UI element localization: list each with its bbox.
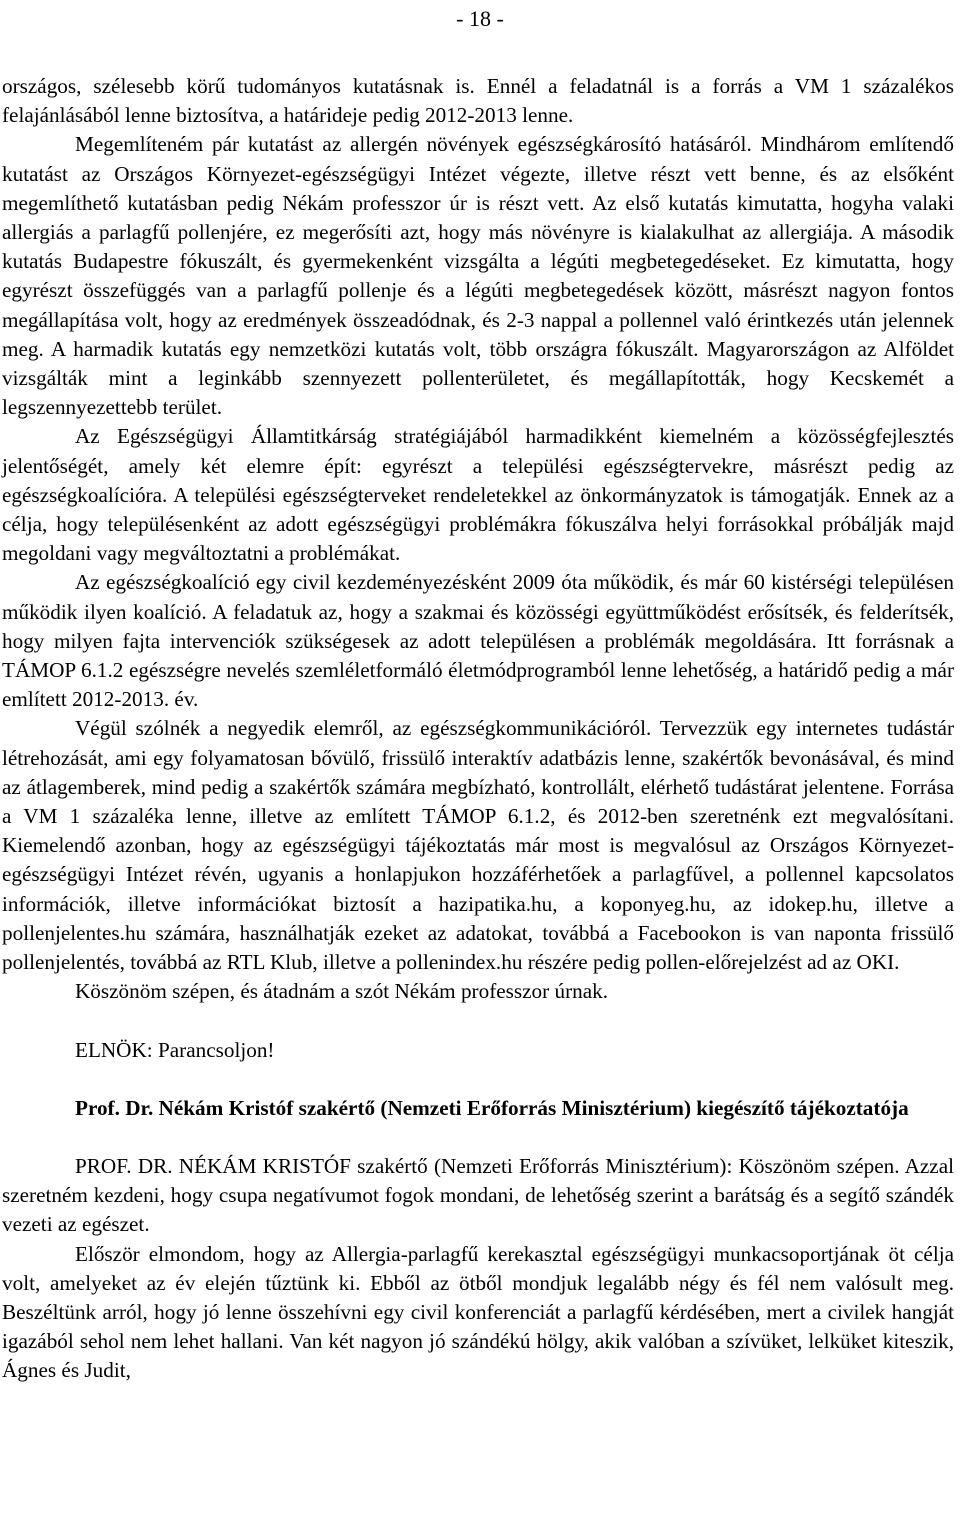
paragraph: Végül szólnék a negyedik elemről, az egészségkommunikációról. Tervezzük egy internetes tudástár létrehozását, ami egy folyamatosan bővülő, frissülő interaktív adatbázis lenne, szakértők bevonásával, és mind az átlagemberek, mind pedig a szakértők számára megbízható, kontrollált, elérhető tudástárat jelentene. Forrása a VM 1 százaléka lenne, illetve az említett TÁMOP 6.1.2, és 2012-ben szeretnénk ezt megvalósítani. Kiemelendő azonban, hogy az egészségügyi tájékoztatás már most is megvalósul az Országos Környezet-egészségügyi Intézet révén, ugyanis a honlapjukon hozzáférhetőek a parlagfűvel, a pollennel kapcsolatos információk, illetve információkat biztosít a hazipatika.hu, a koponyeg.hu, az idokep.hu, illetve a pollenjelentes.hu számára, használhatják ezeket az adatokat, továbbá a Facebookon is van naponta frissülő pollenjelentés, továbbá az RTL Klub, illetve a pollenindex.hu részére pedig pollen-előrejelzést ad az OKI. bbox=[2, 716, 954, 975]
paragraph: Először elmondom, hogy az Allergia-parlagfű kerekasztal egészségügyi munkacsoportjának öt célja volt, amelyeket az év elején tűztünk ki. Ebből az ötből mondjuk legalább négy és fél nem valósult meg. Beszéltünk arról, hogy jó lenne összehívni egy civil konferenciát a parlagfű kérdésében, mert a civilek hangját igazából sehol nem lehet hallani. Van két nagyon jó szándékú hölgy, akik valóban a szívüket, lelküket kiteszik, Ágnes és Judit, bbox=[2, 1241, 954, 1383]
paragraph: Az Egészségügyi Államtitkárság stratégiájából harmadikként kiemelném a közösségfejlesztés jelentőségét, amely két elemre épít: egyrészt a települési egészségtervekre, másrészt pedig az egészségkoalícióra. A települési egészségterveket rendeletekkel az önkormányzatok is támogatják. Ennek az a célja, hogy településenként az adott egészségügyi problémákra fókuszálva helyi forrásokkal próbálják majd megoldani vagy megváltoztatni a problémákat. bbox=[2, 424, 954, 566]
section-heading: Prof. Dr. Nékám Kristóf szakértő (Nemzeti Erőforrás Minisztérium) kiegészítő tájékoztatója bbox=[75, 1095, 909, 1120]
paragraph: Az egészségkoalíció egy civil kezdeményezésként 2009 óta működik, és már 60 kistérségi településen működik ilyen koalíció. A feladatuk az, hogy a szakmai és közösségi együttműködést erősítsék, és felderítsék, hogy milyen fajta intervenciók szükségesek az adott településen a problémák megoldására. Itt forrásnak a TÁMOP 6.1.2 egészségre nevelés szemléletformáló életmódprogramból lenne lehetőség, a határidő pedig a már említett 2012-2013. év. bbox=[2, 570, 954, 712]
paragraph: PROF. DR. NÉKÁM KRISTÓF szakértő (Nemzeti Erőforrás Minisztérium): Köszönöm szépen. Azzal szeretném kezdeni, hogy csupa negatívumot fogok mondani, de lehetőség szerint a barátság és a segítő szándék vezeti az egészet. bbox=[2, 1153, 954, 1237]
paragraph: Köszönöm szépen, és átadnám a szót Nékám professzor úrnak. bbox=[75, 979, 609, 1004]
page-number: - 18 - bbox=[456, 6, 504, 31]
paragraph: Megemlíteném pár kutatást az allergén növények egészségkárosító hatásáról. Mindhárom említendő kutatást az Országos Környezet-egészségügyi Intézet végezte, illetve részt vett benne, és az elsőként megemlíthető kutatásban pedig Nékám professzor úr is részt vett. Az első kutatás kimutatta, hogyha valaki allergiás a parlagfű pollenjére, ez megerősíti azt, hogy más növényre is kialakulhat az allergiája. A második kutatás Budapestre fókuszált, és gyermekenként vizsgálta a légúti megbetegedéseket. Ez kimutatta, hogy egyrészt összefüggés van a parlagfű pollenje és a légúti megbetegedések között, másrészt nagyon fontos megállapítása volt, hogy az eredmények összeadódnak, és 2-3 nappal a pollennel való érintkezés után jelennek meg. A harmadik kutatás egy nemzetközi kutatás volt, több országra fókuszált. Magyarországon az Alföldet vizsgálták mint a leginkább szennyezett pollenterületet, és megállapították, hogy Kecskemét a legszennyezettebb terület. bbox=[2, 132, 954, 420]
speaker-line: ELNÖK: Parancsoljon! bbox=[75, 1037, 275, 1062]
paragraph: országos, szélesebb körű tudományos kutatásnak is. Ennél a feladatnál is a forrás a VM 1 százalékos felajánlásából lenne biztosítva, a határideje pedig 2012-2013 lenne. bbox=[2, 74, 954, 128]
document-body bbox=[2, 72, 954, 1386]
